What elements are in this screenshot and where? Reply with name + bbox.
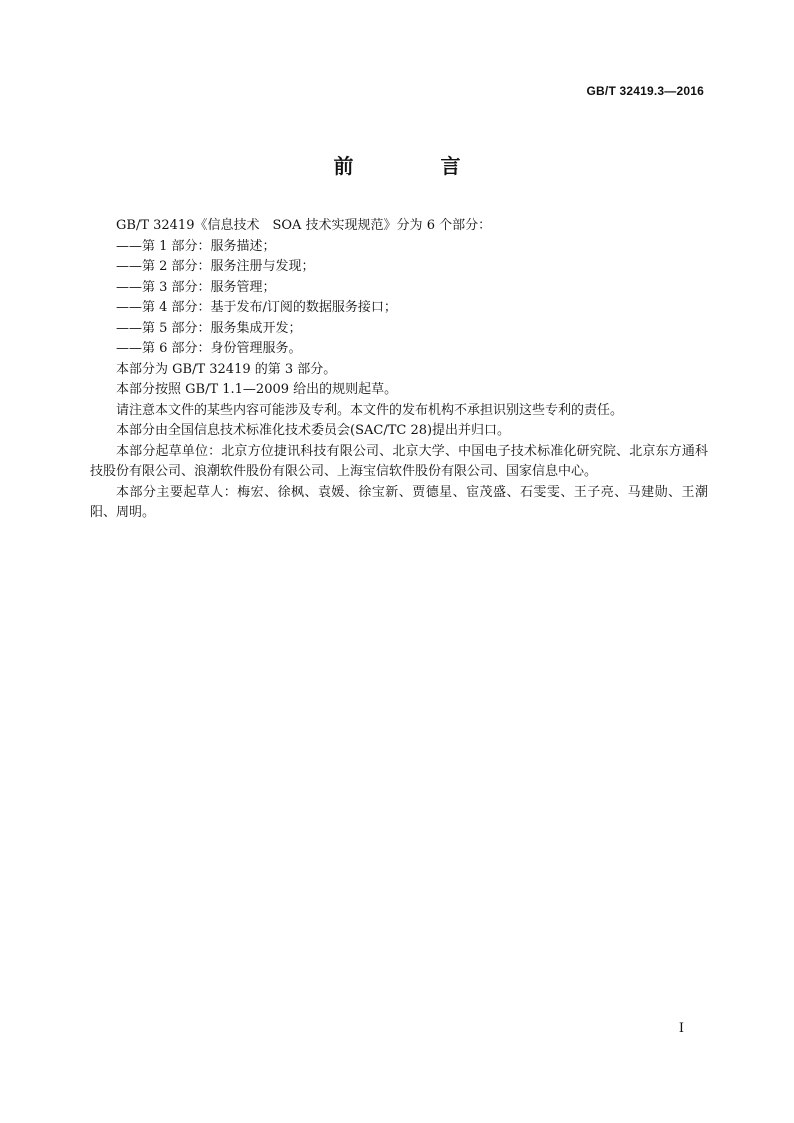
page-title: 前 言: [333, 154, 501, 178]
list-item-part-5: ——第 5 部分：服务集成开发；: [116, 320, 302, 336]
paragraph-intro: GB/T 32419《信息技术 SOA 技术实现规范》分为 6 个部分：: [116, 218, 492, 233]
list-item-part-1: ——第 1 部分：服务描述；: [116, 238, 276, 254]
paragraph-drafting-units: 本部分起草单位：北京方位捷讯科技有限公司、北京大学、中国电子技术标准化研究院、北京东方通科技股份有限公司、浪潮软件股份有限公司、上海宝信软件股份有限公司、国家信息中心。: [90, 443, 708, 479]
list-item-part-6: ——第 6 部分：身份管理服务。: [116, 341, 302, 356]
paragraph-proposer: 本部分由全国信息技术标准化技术委员会(SAC/TC 28)提出并归口。: [116, 423, 511, 438]
list-item-part-2: ——第 2 部分：服务注册与发现；: [116, 259, 315, 274]
standard-number: GB/T 32419.3—2016: [586, 84, 704, 98]
paragraph-drafting-rules: 本部分按照 GB/T 1.1—2009 给出的规则起草。: [116, 382, 398, 397]
paragraph-part-statement: 本部分为 GB/T 32419 的第 3 部分。: [116, 361, 337, 377]
list-item-part-3: ——第 3 部分：服务管理；: [116, 279, 276, 295]
paragraph-patent-notice: 请注意本文件的某些内容可能涉及专利。本文件的发布机构不承担识别这些专利的责任。: [116, 402, 624, 418]
page-number: I: [678, 1021, 684, 1036]
list-item-part-4: ——第 4 部分：基于发布/订阅的数据服务接口；: [116, 300, 397, 315]
paragraph-drafters: 本部分主要起草人：梅宏、徐枫、袁媛、徐宝新、贾德星、宦茂盛、石雯雯、王子亮、马建勋、王潮阳、周明。: [90, 484, 708, 520]
foreword-body: [90, 216, 708, 524]
